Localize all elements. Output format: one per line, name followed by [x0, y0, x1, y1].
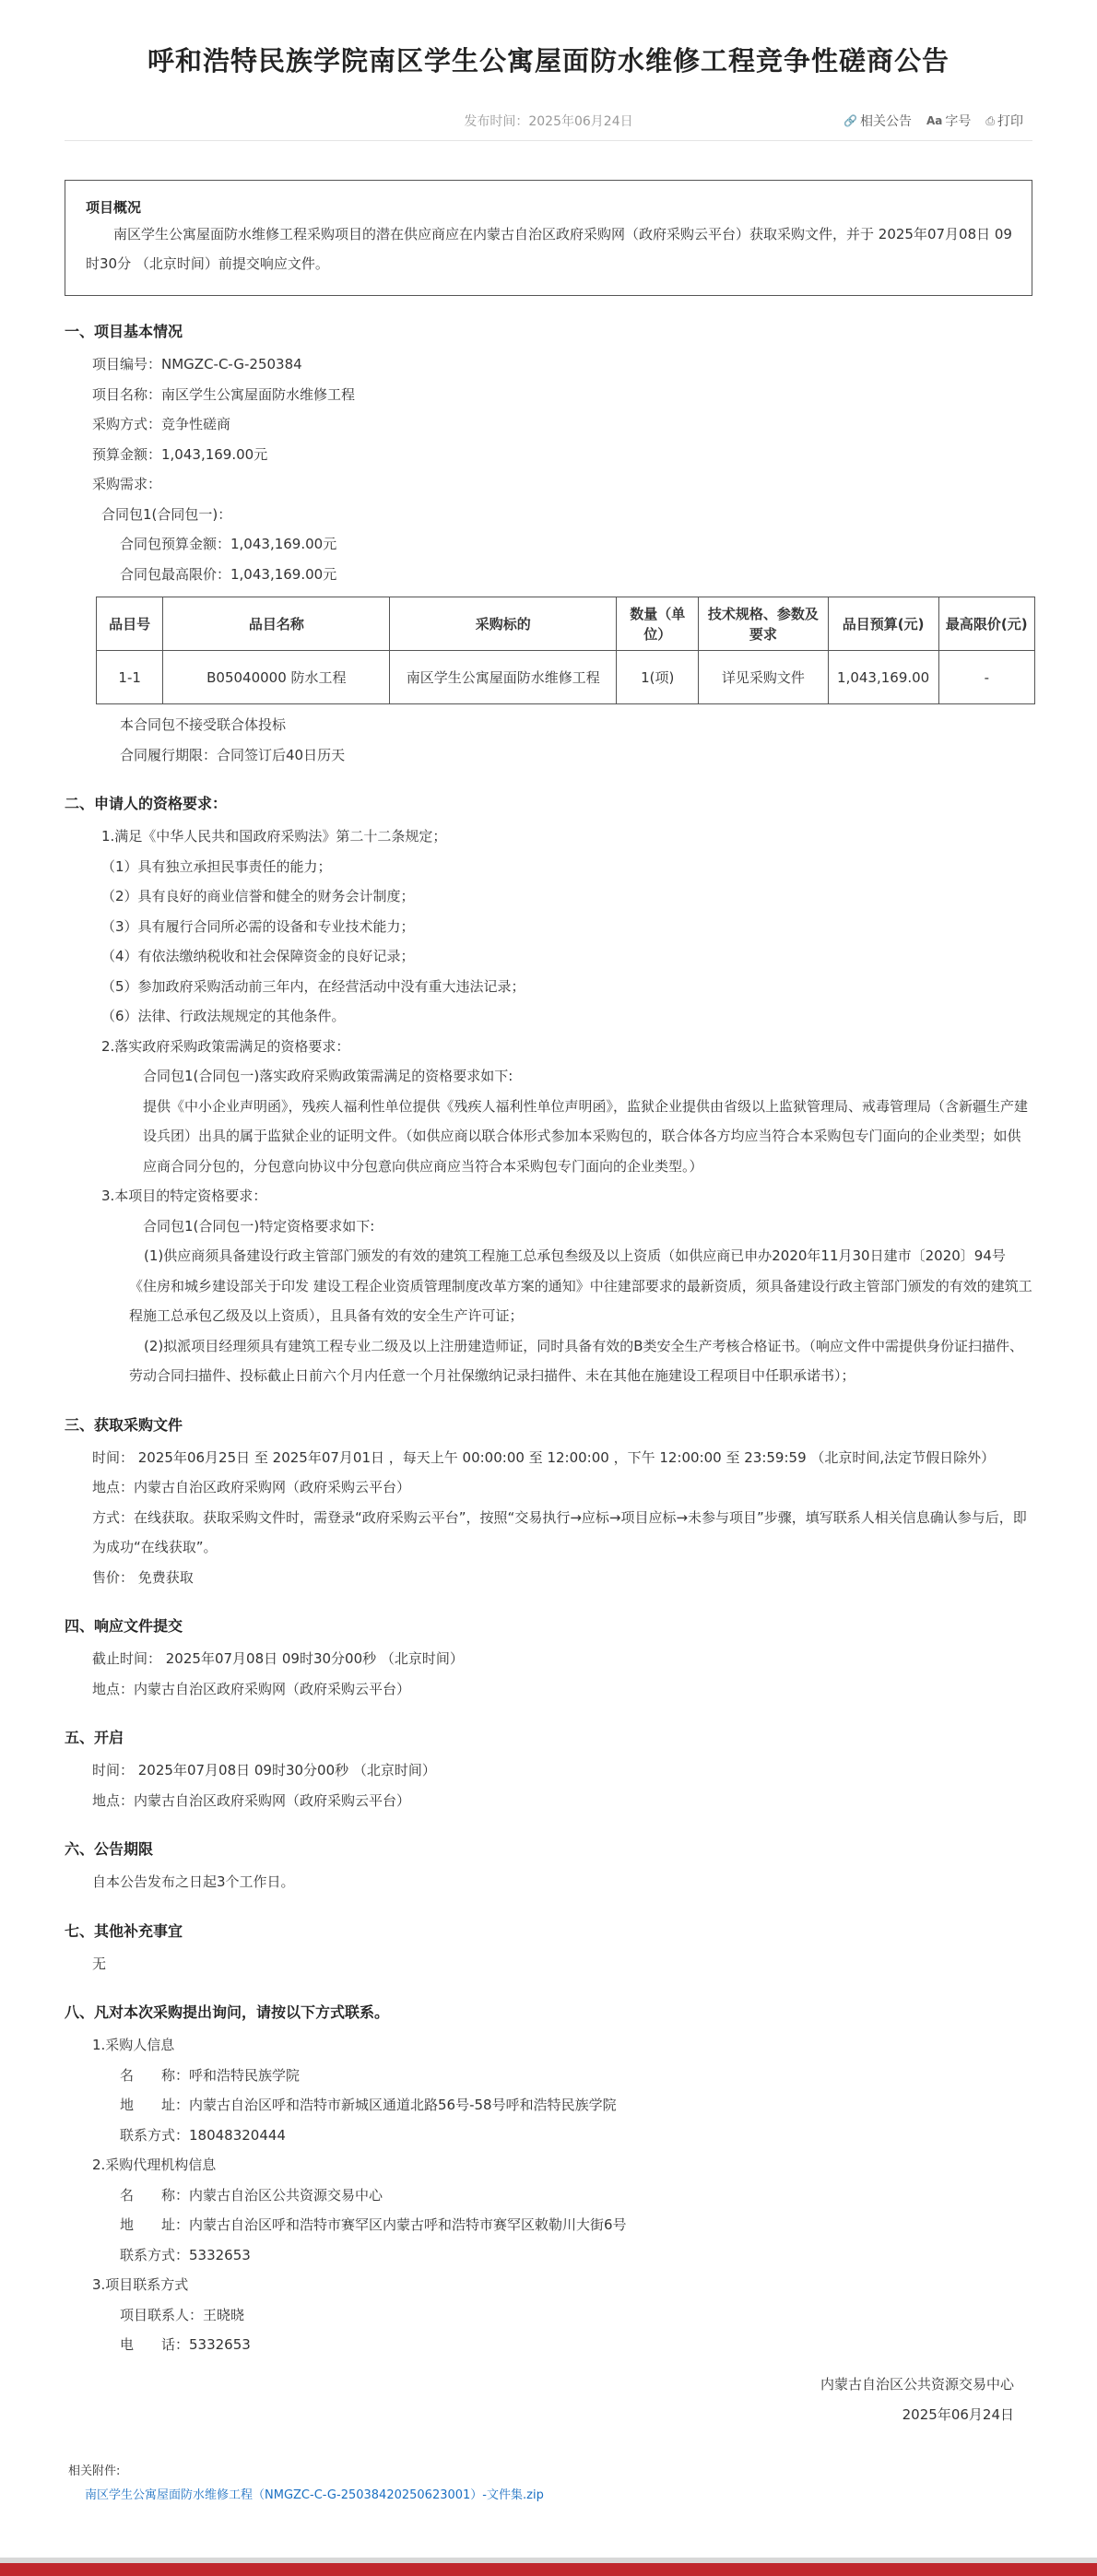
qualification-3-intro: 合同包1(合同包一)特定资格要求如下: — [143, 1217, 375, 1235]
qualification-1: 1.满足《中华人民共和国政府采购法》第二十二条规定； — [101, 828, 447, 845]
table-header: 品目号 — [97, 597, 163, 651]
signature-date: 2025年06月24日 — [902, 2405, 1014, 2423]
attachments-label: 相关附件: — [68, 2464, 121, 2478]
purchaser-info-heading: 1.采购人信息 — [92, 2037, 175, 2053]
items-table — [96, 597, 1035, 704]
page-title: 呼和浩特民族学院南区学生公寓屋面防水维修工程竞争性磋商公告 — [147, 45, 950, 77]
table-cell: B05040000 防水工程 — [163, 651, 390, 704]
table-header: 品目预算(元) — [828, 597, 938, 651]
table-cell: 1(项) — [617, 651, 699, 704]
submission-deadline: 截止时间： 2025年07月08日 09时30分00秒 （北京时间） — [92, 1650, 464, 1667]
table-cell: 1,043,169.00 — [828, 651, 938, 704]
project-contact-person: 项目联系人：王晓晓 — [120, 2306, 245, 2323]
publish-time: 发布时间：2025年06月24日 — [464, 114, 633, 129]
document-time: 时间： 2025年06月25日 至 2025年07月01日 ，每天上午 00:00:00 至 12:00:00 ，下午 12:00:00 至 23:59:59 （北京时间,法定节假日除外） — [92, 1448, 996, 1466]
print-icon: ⎙ — [985, 113, 995, 127]
footer-red-band — [0, 2563, 1097, 2576]
notice-period: 自本公告发布之日起3个工作日。 — [92, 1873, 295, 1890]
qualification-1-item: （3）具有履行合同所必需的设备和专业技术能力； — [101, 917, 415, 935]
section-4-heading: 四、响应文件提交 — [65, 1617, 183, 1635]
font-size-button[interactable] — [926, 112, 971, 130]
toolbar — [843, 112, 1023, 130]
purchaser-name: 名 称：呼和浩特民族学院 — [120, 2066, 301, 2084]
section-3-heading: 三、获取采购文件 — [65, 1415, 183, 1434]
table-header-row — [97, 597, 1035, 651]
agency-contact: 联系方式：5332653 — [120, 2246, 251, 2263]
link-icon: 🔗 — [843, 114, 857, 127]
table-row — [97, 651, 1035, 704]
qualification-1-item: （1）具有独立承担民事责任的能力； — [101, 857, 332, 875]
section-1-heading: 一、项目基本情况 — [65, 323, 183, 340]
agency-name: 名 称：内蒙古自治区公共资源交易中心 — [120, 2186, 383, 2204]
table-header: 技术规格、参数及要求 — [699, 597, 829, 651]
lot-max-price: 合同包最高限价：1,043,169.00元 — [120, 565, 337, 583]
print-button[interactable] — [985, 112, 1023, 130]
print-label: 打印 — [997, 114, 1023, 129]
qualification-2: 2.落实政府采购政策需满足的资格要求： — [101, 1037, 350, 1055]
table-cell: - — [938, 651, 1034, 704]
section-6-heading: 六、公告期限 — [65, 1840, 154, 1858]
related-label: 相关公告 — [860, 114, 912, 129]
overview-heading: 项目概况 — [86, 199, 142, 216]
submission-place: 地点：内蒙古自治区政府采购网（政府采购云平台） — [92, 1680, 411, 1697]
qualification-3: 3.本项目的特定资格要求： — [101, 1188, 267, 1204]
meta-bar — [65, 100, 1032, 141]
project-contact-heading: 3.项目联系方式 — [92, 2276, 189, 2293]
purchaser-contact: 联系方式：18048320444 — [120, 2126, 286, 2144]
other-matters: 无 — [92, 1955, 107, 1972]
agency-info-heading: 2.采购代理机构信息 — [92, 2157, 217, 2173]
document-place: 地点：内蒙古自治区政府采购网（政府采购云平台） — [92, 1479, 411, 1495]
overview-text: 南区学生公寓屋面防水维修工程采购项目的潜在供应商应在内蒙古自治区政府采购网（政府采购云平台）获取采购文件，并于 2025年07月08日 09时30分 （北京时间）前提交响应文件。 — [86, 226, 1012, 272]
qualification-2-intro: 合同包1(合同包一)落实政府采购政策需满足的资格要求如下: — [143, 1068, 513, 1084]
qualification-1-item: （6）法律、行政法规规定的其他条件。 — [101, 1008, 346, 1024]
document-method: 方式：在线获取。获取采购文件时，需登录“政府采购云平台”，按照“交易执行→应标→项目应标→未参与项目”步骤，填写联系人相关信息确认参与后，即为成功“在线获取”。 — [92, 1508, 1027, 1555]
attachment-link[interactable]: 南区学生公寓屋面防水维修工程（NMGZC-C-G-25038420250623001）-文件集.zip — [85, 2487, 544, 2502]
project-overview-box — [65, 180, 1032, 296]
procurement-method: 采购方式：竞争性磋商 — [92, 416, 231, 432]
joint-bid-note: 本合同包不接受联合体投标 — [120, 716, 287, 733]
table-cell: 1-1 — [97, 651, 163, 704]
project-name: 项目名称：南区学生公寓屋面防水维修工程 — [92, 385, 356, 403]
table-header: 最高限价(元) — [938, 597, 1034, 651]
qualification-1-item: （4）有依法缴纳税收和社会保障资金的良好记录； — [101, 948, 415, 964]
project-contact-phone: 电 话：5332653 — [120, 2336, 251, 2353]
font-size-icon: Aa — [926, 114, 943, 127]
section-7-heading: 七、其他补充事宜 — [65, 1921, 183, 1940]
document-price: 售价： 免费获取 — [92, 1568, 194, 1586]
table-header: 采购标的 — [390, 597, 617, 651]
budget-amount: 预算金额：1,043,169.00元 — [92, 445, 268, 463]
related-notices-button[interactable] — [843, 112, 912, 130]
contract-period: 合同履行期限：合同签订后40日历天 — [120, 746, 346, 763]
qualification-1-item: （5）参加政府采购活动前三年内，在经营活动中没有重大违法记录； — [101, 977, 525, 995]
font-label: 字号 — [945, 114, 972, 129]
section-5-heading: 五、开启 — [65, 1729, 124, 1746]
signature-org: 内蒙古自治区公共资源交易中心 — [820, 2375, 1014, 2393]
agency-address: 地 址：内蒙古自治区呼和浩特市赛罕区内蒙古呼和浩特市赛罕区敕勒川大街6号 — [120, 2216, 627, 2233]
purchaser-address: 地 址：内蒙古自治区呼和浩特市新城区通道北路56号-58号呼和浩特民族学院 — [120, 2097, 617, 2113]
table-header: 品目名称 — [163, 597, 390, 651]
project-code: 项目编号：NMGZC-C-G-250384 — [92, 356, 302, 372]
section-8-heading: 八、凡对本次采购提出询问，请按以下方式联系。 — [65, 2003, 390, 2021]
opening-time: 时间： 2025年07月08日 09时30分00秒 （北京时间） — [92, 1762, 436, 1778]
qualification-2-detail: 提供《中小企业声明函》，残疾人福利性单位提供《残疾人福利性单位声明函》，监狱企业提供由省级以上监狱管理局、戒毒管理局（含新疆生产建设兵团）出具的属于监狱企业的证明文件。（如供应商以联合体形式参加本采购包的，联合体各方均应当符合本采购包专门面向的企业类型；如供应商合同分包的，分包意向协议中分包意向供应商应当符合本采购包专门面向的企业类型。） — [143, 1097, 1029, 1175]
procurement-need: 采购需求： — [92, 476, 162, 492]
attachments — [65, 2460, 1032, 2508]
table-cell: 南区学生公寓屋面防水维修工程 — [390, 651, 617, 704]
table-header: 数量（单位） — [617, 597, 699, 651]
section-2-heading: 二、申请人的资格要求： — [65, 795, 228, 812]
lot-budget: 合同包预算金额：1,043,169.00元 — [120, 536, 337, 552]
qualification-3-detail-1: (1)供应商须具备建设行政主管部门颁发的有效的建筑工程施工总承包叁级及以上资质（如供应商已申办2020年11月30日建市〔2020〕94号《住房和城乡建设部关于印发 建设工程企业资质管理制度改革方案的通知》中往建部要求的最新资质，须具备建设行政主管部门颁发的有效的建筑工程施工总承包乙级及以上资质），且具备有效的安全生产许可证； — [129, 1247, 1032, 1324]
qualification-1-item: （2）具有良好的商业信誉和健全的财务会计制度； — [101, 888, 415, 904]
table-cell: 详见采购文件 — [699, 651, 829, 704]
lot-label: 合同包1(合同包一)： — [101, 505, 232, 523]
opening-place: 地点：内蒙古自治区政府采购网（政府采购云平台） — [92, 1791, 411, 1809]
qualification-3-detail-2: (2)拟派项目经理须具有建筑工程专业二级及以上注册建造师证，同时具备有效的B类安全生产考核合格证书。（响应文件中需提供身份证扫描件、劳动合同扫描件、投标截止日前六个月内任意一个月社保缴纳记录扫描件、未在其他在施建设工程项目中任职承诺书）； — [129, 1337, 1024, 1384]
